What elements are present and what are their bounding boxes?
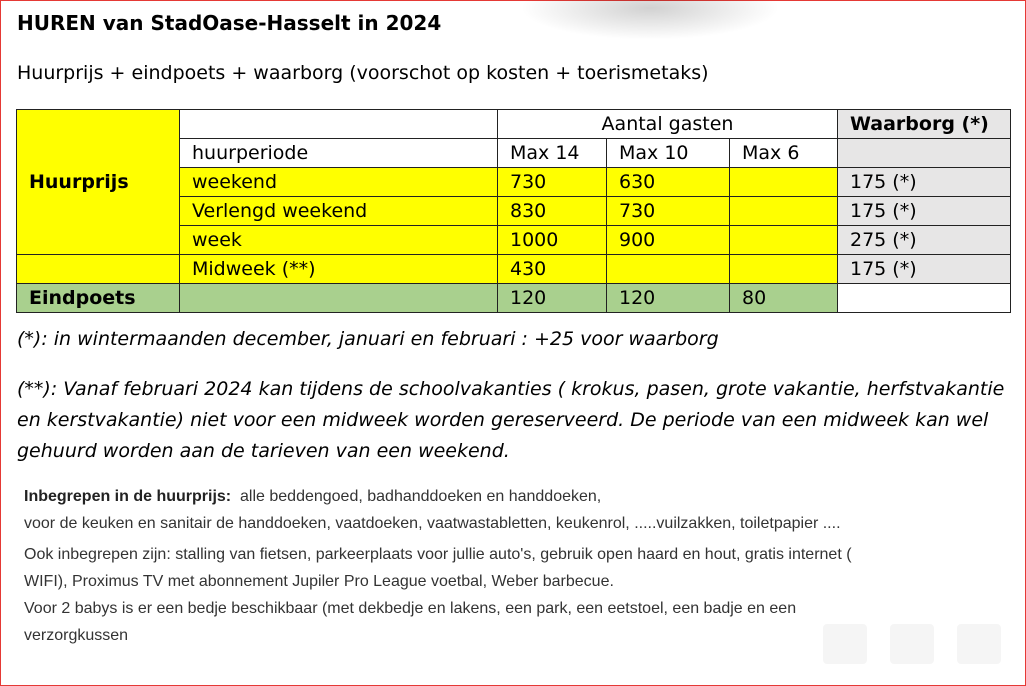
footnote-midweek: (**): Vanaf februari 2024 kan tijdens de schoolvakanties ( krokus, pasen, grote vakantie, herfstvakantie en kerstvakantie) niet voor een midweek worden gereserveerd. De periode van een midweek kan wel gehuurd worden aan de tarieven van een weekend. — [17, 378, 1005, 462]
header-guests: Aantal gasten — [498, 110, 838, 139]
price-max10: 730 — [607, 197, 730, 226]
price-max14: 1000 — [498, 226, 607, 255]
decorative-shadow — [520, 0, 780, 40]
price-max14: 730 — [498, 168, 607, 197]
table-row-header-1 — [17, 110, 1011, 139]
table-row-cleaning — [17, 284, 1011, 313]
price-max6 — [730, 255, 838, 284]
included-text: alle beddengoed, badhanddoeken en handdoeken, — [240, 488, 602, 505]
table-cell-empty — [17, 255, 180, 284]
included-line: voor de keuken en sanitair de handdoeken, vaatdoeken, vaatwastabletten, keukenrol, .....vuilzakken, toiletpapier .... — [24, 515, 841, 532]
included-line: WIFI), Proximus TV met abonnement Jupiler Pro League voetbal, Weber barbecue. — [24, 573, 614, 590]
cleaning-label: Eindpoets — [17, 284, 180, 313]
period-cell: weekend — [180, 168, 498, 197]
price-max14: 430 — [498, 255, 607, 284]
section-label-rent: Huurprijs — [17, 110, 180, 255]
price-max10: 630 — [607, 168, 730, 197]
cleaning-max14: 120 — [498, 284, 607, 313]
deposit-cell: 175 (*) — [838, 197, 1011, 226]
footnote-deposit: (*): in wintermaanden december, januari en februari : +25 voor waarborg — [17, 328, 719, 350]
table-cell-empty — [838, 284, 1011, 313]
header-max6: Max 6 — [730, 139, 838, 168]
price-max10 — [607, 255, 730, 284]
table-cell-empty — [180, 110, 498, 139]
period-cell: Verlengd weekend — [180, 197, 498, 226]
cleaning-max10: 120 — [607, 284, 730, 313]
included-line — [24, 483, 1014, 510]
price-max6 — [730, 197, 838, 226]
deposit-cell: 275 (*) — [838, 226, 1011, 255]
table-row — [17, 255, 1011, 284]
included-line: Ook inbegrepen zijn: stalling van fietsen, parkeerplaats voor jullie auto's, gebruik open haard en hout, gratis internet ( — [24, 546, 852, 563]
table-cell-empty — [838, 139, 1011, 168]
price-max10: 900 — [607, 226, 730, 255]
header-max10: Max 10 — [607, 139, 730, 168]
cleaning-max6: 80 — [730, 284, 838, 313]
included-line: Voor 2 babys is er een bedje beschikbaar (met dekbedje en lakens, een park, een eetstoel, een badje en een — [24, 600, 797, 617]
included-label: Inbegrepen in de huurprijs: — [24, 488, 232, 505]
table-cell-empty — [180, 284, 498, 313]
period-cell: week — [180, 226, 498, 255]
deposit-cell: 175 (*) — [838, 168, 1011, 197]
period-cell: Midweek (**) — [180, 255, 498, 284]
header-max14: Max 14 — [498, 139, 607, 168]
page-subtitle: Huurprijs + eindpoets + waarborg (voorschot op kosten + toerismetaks) — [17, 62, 709, 84]
included-line: verzorgkussen — [24, 627, 129, 644]
faded-overlay-icon — [890, 624, 934, 664]
header-deposit: Waarborg (*) — [838, 110, 1011, 139]
faded-overlay-icon — [823, 624, 867, 664]
page-title: HUREN van StadOase-Hasselt in 2024 — [17, 11, 442, 35]
price-max6 — [730, 168, 838, 197]
price-max14: 830 — [498, 197, 607, 226]
faded-overlay-icon — [957, 624, 1001, 664]
price-table — [16, 109, 1011, 313]
deposit-cell: 175 (*) — [838, 255, 1011, 284]
price-max6 — [730, 226, 838, 255]
header-period: huurperiode — [180, 139, 498, 168]
